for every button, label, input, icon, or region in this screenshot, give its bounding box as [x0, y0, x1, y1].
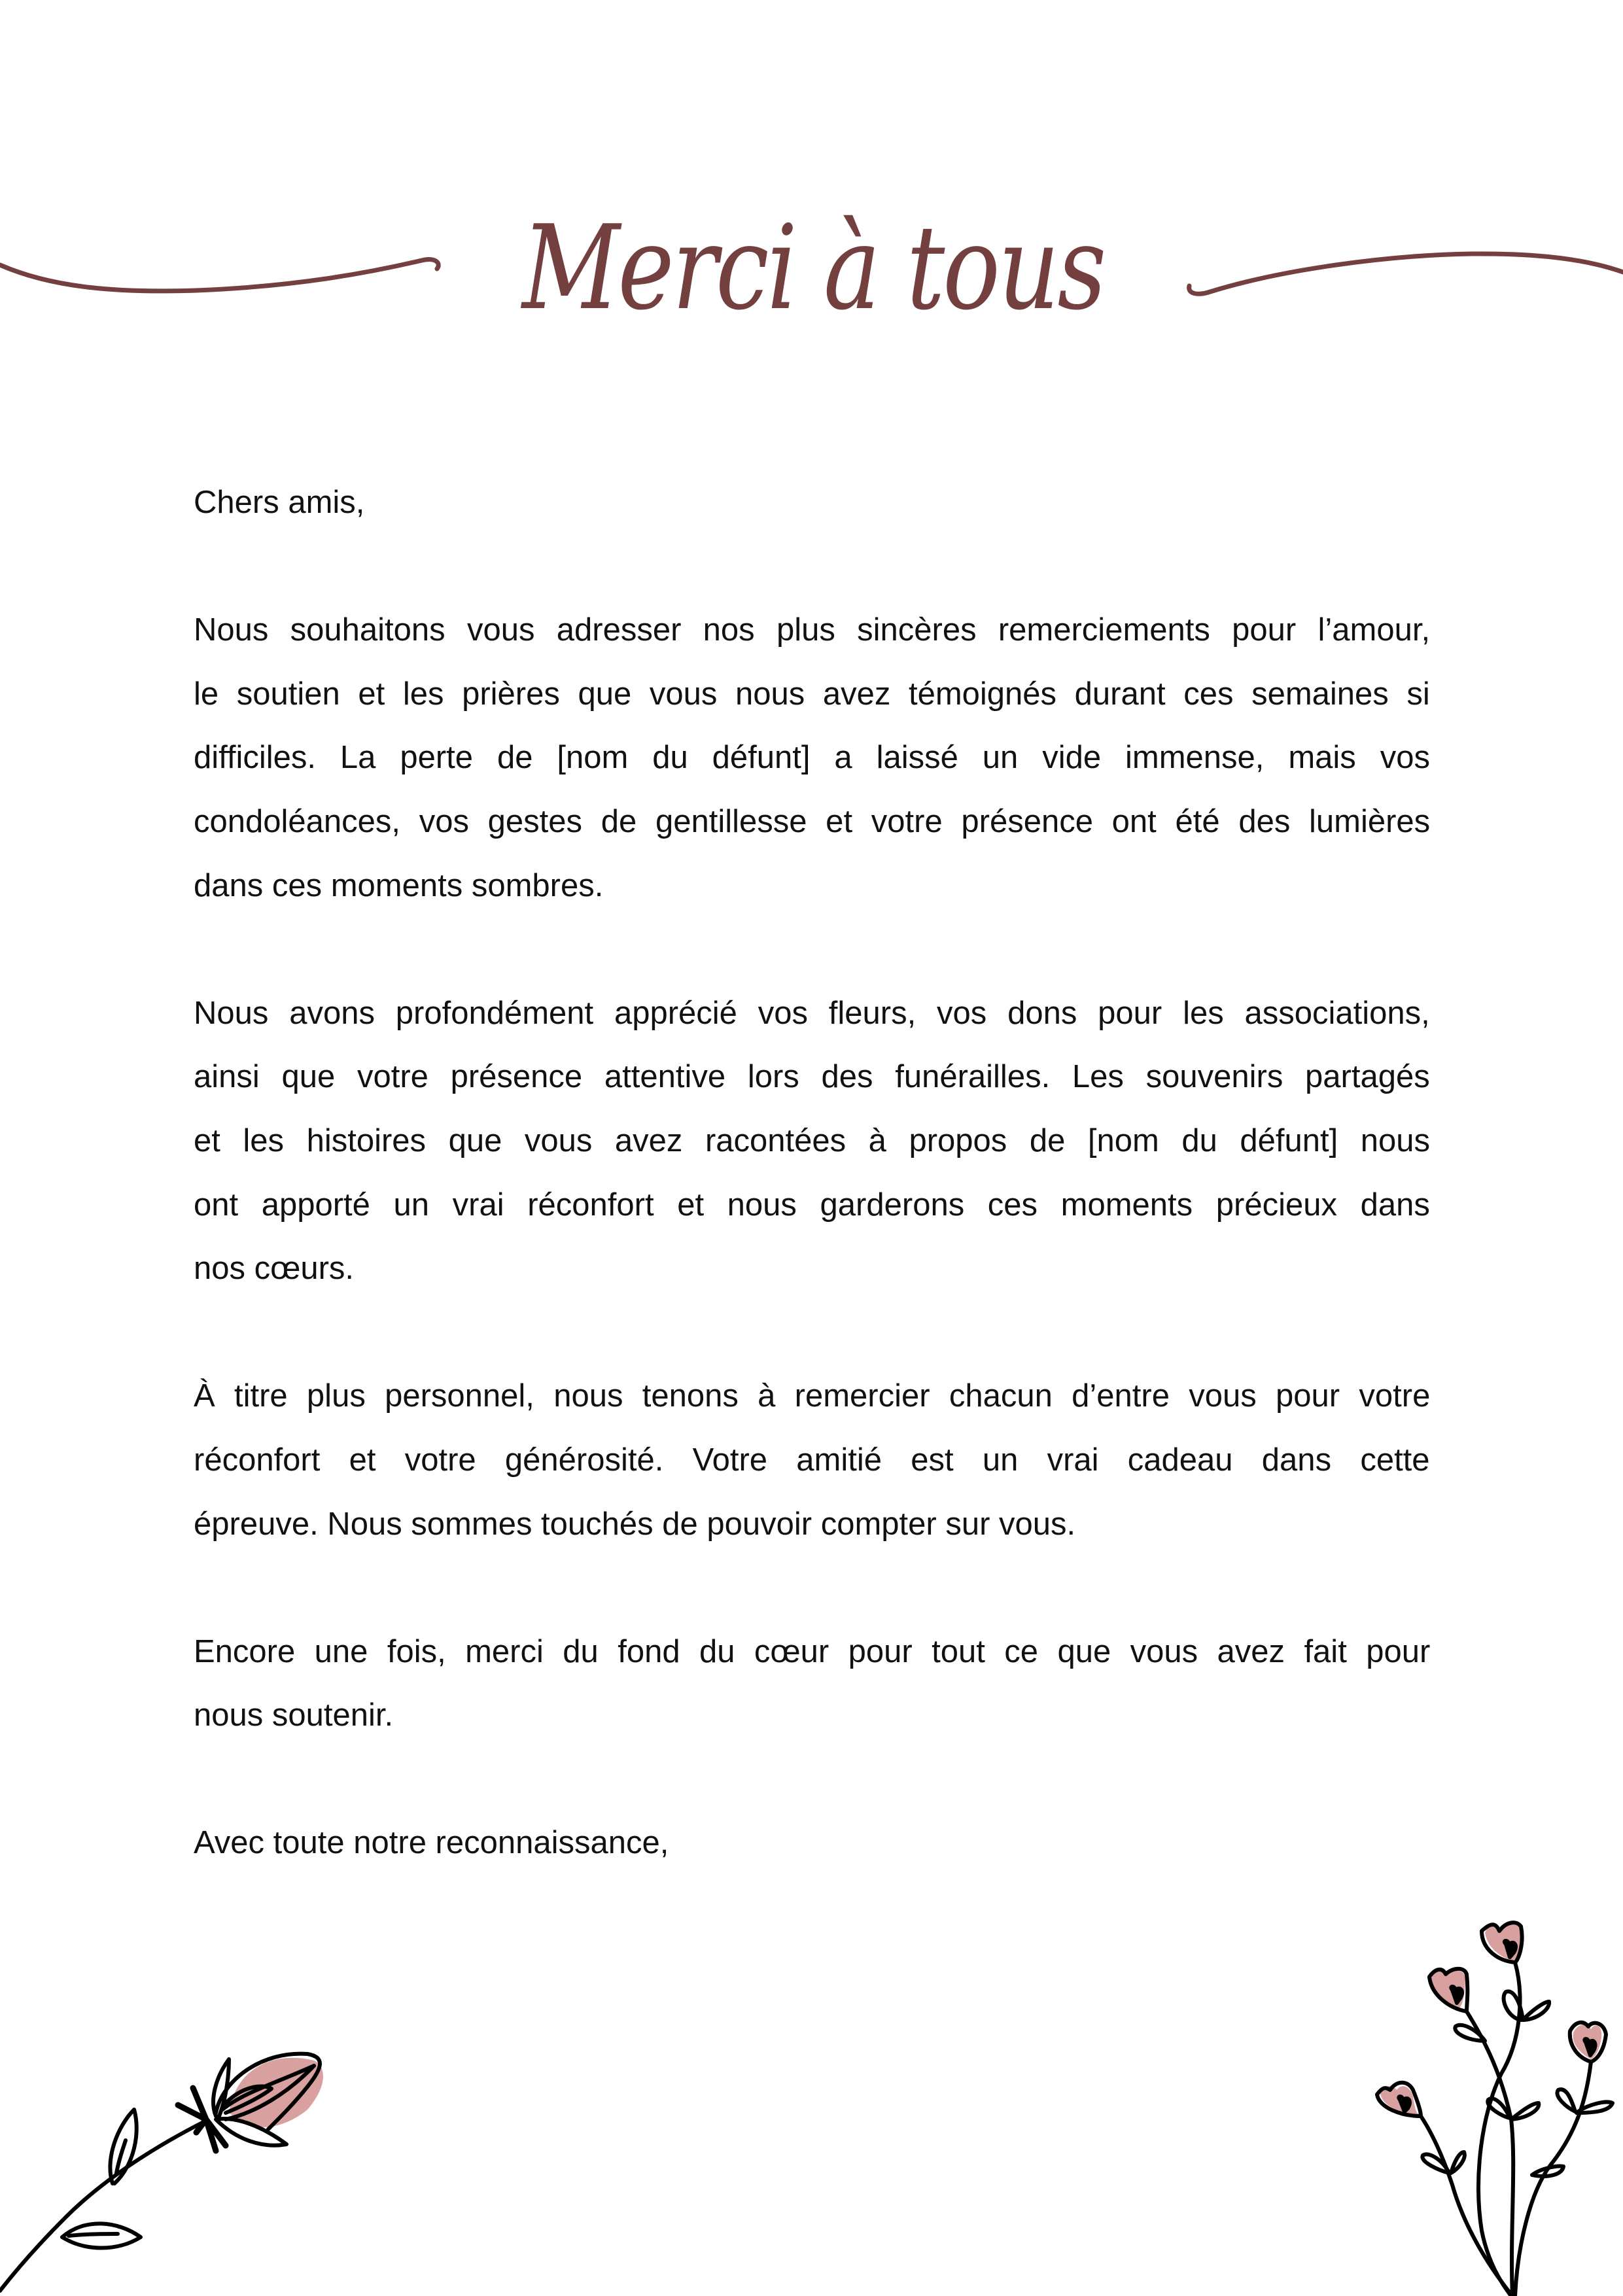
text-line: ont apporté un vrai réconfort et nous garderons ces moments précieux dans	[194, 1187, 1430, 1223]
letter-body	[194, 471, 1430, 1875]
paragraph-3	[194, 1365, 1430, 1556]
greeting-paragraph	[194, 471, 1430, 535]
page-title: Merci à tous	[522, 200, 1105, 336]
text-line: épreuve. Nous sommes touchés de pouvoir compter sur vous.	[194, 1506, 1076, 1542]
closing-line: Avec toute notre reconnaissance,	[194, 1825, 669, 1861]
paragraph-4	[194, 1620, 1430, 1748]
text-line: À titre plus personnel, nous tenons à remercier chacun d’entre vous pour votre	[194, 1378, 1430, 1414]
text-line: Nous souhaitons vous adresser nos plus sincères remerciements pour l’amour,	[194, 612, 1430, 648]
closing-paragraph	[194, 1811, 1430, 1875]
rose-bud-illustration	[0, 2021, 353, 2296]
paragraph-1	[194, 599, 1430, 918]
stem	[0, 2121, 206, 2291]
text-line: ainsi que votre présence attentive lors des funérailles. Les souvenirs partagés	[194, 1059, 1430, 1095]
text-line: Encore une fois, merci du fond du cœur pour tout ce que vous avez fait pour	[194, 1633, 1430, 1669]
text-line: condoléances, vos gestes de gentillesse et votre présence ont été des lumières	[194, 803, 1430, 839]
text-line: et les histoires que vous avez racontées à propos de [nom du défunt] nous	[194, 1122, 1430, 1158]
tulip-bouquet-illustration	[1361, 1904, 1623, 2296]
paragraph-2	[194, 982, 1430, 1301]
text-line: réconfort et votre générosité. Votre amitié est un vrai cadeau dans cette	[194, 1442, 1430, 1478]
text-line: nous soutenir.	[194, 1697, 394, 1733]
text-line: Nous avons profondément apprécié vos fleurs, vos dons pour les associations,	[194, 995, 1430, 1031]
text-line: dans ces moments sombres.	[194, 867, 604, 903]
text-line: nos cœurs.	[194, 1251, 355, 1287]
text-line: difficiles. La perte de [nom du défunt] a laissé un vide immense, mais vos	[194, 740, 1430, 776]
text-line: le soutien et les prières que vous nous avez témoignés durant ces semaines si	[194, 676, 1430, 712]
greeting: Chers amis,	[194, 485, 365, 520]
